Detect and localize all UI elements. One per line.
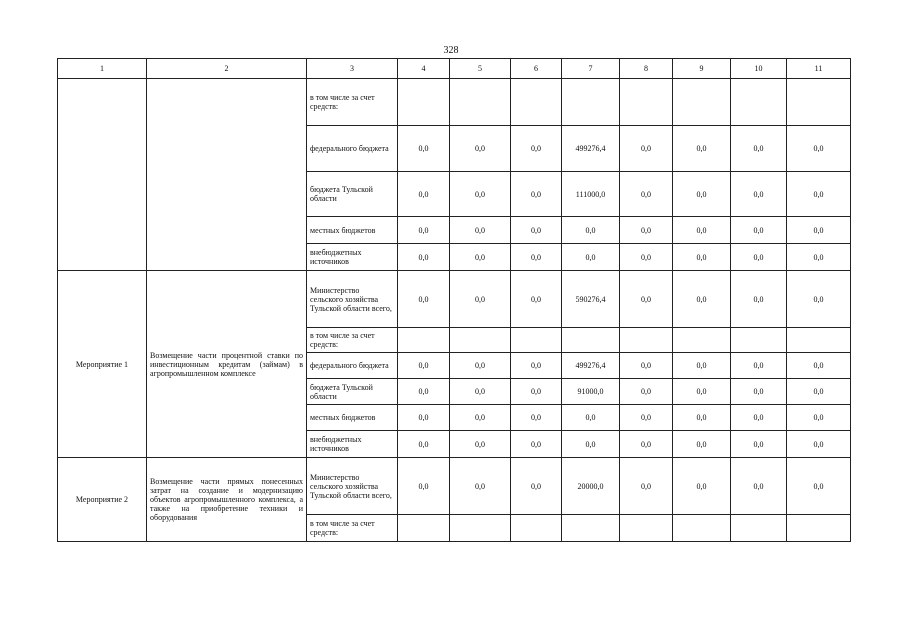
value-cell: 0,0 bbox=[562, 405, 620, 431]
value-cell: 0,0 bbox=[620, 405, 673, 431]
value-cell: 499276,4 bbox=[562, 126, 620, 172]
value-cell: 0,0 bbox=[450, 379, 511, 405]
value-cell: 0,0 bbox=[787, 458, 851, 515]
value-cell: 0,0 bbox=[398, 379, 450, 405]
column-header: 9 bbox=[673, 59, 731, 79]
value-cell: 0,0 bbox=[562, 244, 620, 271]
value-cell bbox=[450, 515, 511, 542]
value-cell bbox=[620, 328, 673, 353]
value-cell: 0,0 bbox=[450, 172, 511, 217]
column-header: 11 bbox=[787, 59, 851, 79]
value-cell bbox=[562, 79, 620, 126]
value-cell: 0,0 bbox=[731, 271, 787, 328]
value-cell: 0,0 bbox=[398, 405, 450, 431]
value-cell: 0,0 bbox=[787, 353, 851, 379]
value-cell: 0,0 bbox=[787, 379, 851, 405]
value-cell bbox=[562, 515, 620, 542]
funding-source: федерального бюджета bbox=[307, 353, 398, 379]
value-cell: 0,0 bbox=[398, 172, 450, 217]
value-cell: 0,0 bbox=[731, 217, 787, 244]
value-cell bbox=[511, 328, 562, 353]
value-cell: 0,0 bbox=[731, 244, 787, 271]
page-number: 328 bbox=[443, 45, 459, 56]
value-cell bbox=[620, 79, 673, 126]
value-cell: 0,0 bbox=[398, 271, 450, 328]
value-cell: 20000,0 bbox=[562, 458, 620, 515]
value-cell: 0,0 bbox=[787, 405, 851, 431]
funding-source: внебюджетных источников bbox=[307, 244, 398, 271]
value-cell bbox=[731, 515, 787, 542]
value-cell bbox=[731, 79, 787, 126]
value-cell: 0,0 bbox=[620, 458, 673, 515]
column-header: 10 bbox=[731, 59, 787, 79]
value-cell: 0,0 bbox=[511, 126, 562, 172]
value-cell: 0,0 bbox=[673, 217, 731, 244]
value-cell: 0,0 bbox=[787, 244, 851, 271]
value-cell: 0,0 bbox=[731, 431, 787, 458]
value-cell: 0,0 bbox=[731, 458, 787, 515]
empty-description-cell bbox=[147, 79, 307, 271]
funding-source: в том числе за счет средств: bbox=[307, 515, 398, 542]
value-cell: 0,0 bbox=[731, 172, 787, 217]
value-cell: 0,0 bbox=[787, 217, 851, 244]
value-cell: 0,0 bbox=[450, 271, 511, 328]
value-cell bbox=[731, 328, 787, 353]
value-cell bbox=[398, 79, 450, 126]
funding-source: в том числе за счет средств: bbox=[307, 79, 398, 126]
funding-source: в том числе за счет средств: bbox=[307, 328, 398, 353]
column-header: 8 bbox=[620, 59, 673, 79]
value-cell: 0,0 bbox=[450, 126, 511, 172]
value-cell: 0,0 bbox=[450, 244, 511, 271]
value-cell: 0,0 bbox=[398, 353, 450, 379]
value-cell: 0,0 bbox=[450, 405, 511, 431]
value-cell: 0,0 bbox=[511, 458, 562, 515]
funding-source: местных бюджетов bbox=[307, 217, 398, 244]
value-cell: 0,0 bbox=[731, 379, 787, 405]
value-cell bbox=[787, 328, 851, 353]
funding-source: местных бюджетов bbox=[307, 405, 398, 431]
value-cell: 0,0 bbox=[620, 271, 673, 328]
value-cell: 0,0 bbox=[787, 271, 851, 328]
column-header: 1 bbox=[58, 59, 147, 79]
value-cell bbox=[673, 79, 731, 126]
value-cell bbox=[450, 79, 511, 126]
table-row bbox=[58, 79, 851, 126]
value-cell: 0,0 bbox=[562, 217, 620, 244]
value-cell: 0,0 bbox=[620, 126, 673, 172]
value-cell: 0,0 bbox=[620, 379, 673, 405]
value-cell bbox=[398, 515, 450, 542]
value-cell: 0,0 bbox=[673, 379, 731, 405]
value-cell: 0,0 bbox=[673, 172, 731, 217]
value-cell: 0,0 bbox=[673, 353, 731, 379]
value-cell: 0,0 bbox=[450, 458, 511, 515]
value-cell: 0,0 bbox=[398, 458, 450, 515]
value-cell: 0,0 bbox=[450, 353, 511, 379]
value-cell bbox=[511, 79, 562, 126]
value-cell: 0,0 bbox=[731, 353, 787, 379]
value-cell bbox=[787, 79, 851, 126]
value-cell: 0,0 bbox=[398, 217, 450, 244]
value-cell: 0,0 bbox=[511, 172, 562, 217]
column-header: 6 bbox=[511, 59, 562, 79]
column-header: 7 bbox=[562, 59, 620, 79]
value-cell: 0,0 bbox=[398, 431, 450, 458]
value-cell: 0,0 bbox=[511, 353, 562, 379]
funding-source: бюджета Тульской области bbox=[307, 172, 398, 217]
value-cell: 0,0 bbox=[673, 405, 731, 431]
value-cell: 91000,0 bbox=[562, 379, 620, 405]
value-cell bbox=[511, 515, 562, 542]
value-cell: 0,0 bbox=[562, 431, 620, 458]
value-cell: 499276,4 bbox=[562, 353, 620, 379]
value-cell: 0,0 bbox=[398, 126, 450, 172]
value-cell: 0,0 bbox=[673, 271, 731, 328]
value-cell: 0,0 bbox=[511, 431, 562, 458]
value-cell: 0,0 bbox=[620, 172, 673, 217]
value-cell bbox=[398, 328, 450, 353]
funding-source: федерального бюджета bbox=[307, 126, 398, 172]
value-cell: 0,0 bbox=[620, 431, 673, 458]
event-name: Мероприятие 1 bbox=[58, 271, 147, 458]
value-cell: 0,0 bbox=[620, 353, 673, 379]
value-cell: 0,0 bbox=[731, 126, 787, 172]
value-cell: 0,0 bbox=[511, 217, 562, 244]
value-cell: 0,0 bbox=[673, 431, 731, 458]
value-cell: 0,0 bbox=[620, 217, 673, 244]
value-cell: 0,0 bbox=[450, 217, 511, 244]
column-header: 5 bbox=[450, 59, 511, 79]
empty-event-cell bbox=[58, 79, 147, 271]
value-cell bbox=[450, 328, 511, 353]
value-cell bbox=[562, 328, 620, 353]
funding-source: бюджета Тульской области bbox=[307, 379, 398, 405]
value-cell bbox=[787, 515, 851, 542]
value-cell: 0,0 bbox=[450, 431, 511, 458]
value-cell: 0,0 bbox=[620, 244, 673, 271]
column-header: 4 bbox=[398, 59, 450, 79]
value-cell: 0,0 bbox=[511, 379, 562, 405]
value-cell: 0,0 bbox=[673, 126, 731, 172]
value-cell: 0,0 bbox=[511, 405, 562, 431]
funding-source: Министерство сельского хозяйства Тульской области всего, bbox=[307, 271, 398, 328]
value-cell: 0,0 bbox=[398, 244, 450, 271]
budget-table bbox=[57, 58, 851, 542]
event-description: Возмещение части прямых понесенных затрат на создание и модернизацию объектов агропромышленного комплекса, а также на приобретение техники и оборудования bbox=[147, 458, 307, 542]
table-row bbox=[58, 458, 851, 515]
value-cell: 0,0 bbox=[511, 271, 562, 328]
value-cell bbox=[620, 515, 673, 542]
value-cell: 0,0 bbox=[787, 172, 851, 217]
table-row bbox=[58, 271, 851, 328]
value-cell: 0,0 bbox=[673, 458, 731, 515]
funding-source: внебюджетных источников bbox=[307, 431, 398, 458]
value-cell: 0,0 bbox=[511, 244, 562, 271]
event-name: Мероприятие 2 bbox=[58, 458, 147, 542]
value-cell: 0,0 bbox=[731, 405, 787, 431]
value-cell bbox=[673, 328, 731, 353]
value-cell: 0,0 bbox=[673, 244, 731, 271]
column-header: 2 bbox=[147, 59, 307, 79]
value-cell: 0,0 bbox=[787, 431, 851, 458]
column-number-row bbox=[58, 59, 851, 79]
value-cell bbox=[673, 515, 731, 542]
value-cell: 0,0 bbox=[787, 126, 851, 172]
value-cell: 590276,4 bbox=[562, 271, 620, 328]
value-cell: 111000,0 bbox=[562, 172, 620, 217]
column-header: 3 bbox=[307, 59, 398, 79]
funding-source: Министерство сельского хозяйства Тульской области всего, bbox=[307, 458, 398, 515]
event-description: Возмещение части процентной ставки по инвестиционным кредитам (займам) в агропромышленном комплексе bbox=[147, 271, 307, 458]
